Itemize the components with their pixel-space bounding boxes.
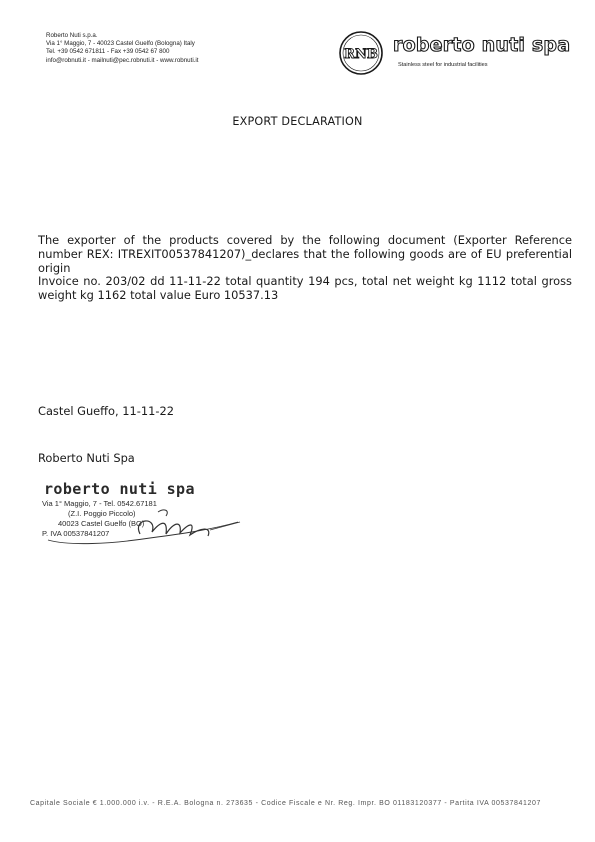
declaration-paragraph-invoice: Invoice no. 203/02 dd 11-11-22 total quantity 194 pcs, total net weight kg 1112 total gross weight kg 1162 total value Euro 10537.13 <box>38 274 572 303</box>
company-email-web: info@robnuti.it - mailnuti@pec.robnuti.it - www.robnuti.it <box>46 56 199 64</box>
brand-wordmark: roberto nuti spa <box>393 34 571 56</box>
company-phone-fax: Tel. +39 0542 671811 - Fax +39 0542 67 800 <box>46 48 170 56</box>
declaration-text <box>38 234 572 303</box>
company-logo-icon <box>338 30 384 76</box>
brand-tagline: Stainless steel for industrial facilities <box>398 62 488 68</box>
place-and-date: Castel Gueffo, 11-11-22 <box>38 404 174 418</box>
company-address-block <box>46 32 296 65</box>
declaration-paragraph-exporter: The exporter of the products covered by the following document (Exporter Reference number REX: ITREXIT00537841207)_declares that the following goods are of EU preferential origin <box>38 233 572 275</box>
stamp-address: Via 1° Maggio, 7 - Tel. 0542.67181 <box>42 499 157 508</box>
stamp-zone: (Z.I. Poggio Piccolo) <box>68 509 136 518</box>
stamp-city: 40023 Castel Guelfo (BO) <box>58 519 145 528</box>
document-title: EXPORT DECLARATION <box>232 115 363 128</box>
handwritten-signature <box>40 500 260 552</box>
company-name: Roberto Nuti s.p.a. <box>46 32 98 39</box>
legal-footer: Capitale Sociale € 1.000.000 i.v. - R.E.A. Bologna n. 273635 - Codice Fiscale e Nr. Reg. Impr. BO 01183120377 - Partita IVA 00537841207 <box>30 800 541 807</box>
stamp-vat: P. IVA 00537841207 <box>42 529 110 538</box>
logo-monogram: RNB <box>344 47 378 62</box>
signatory-company: Roberto Nuti Spa <box>38 451 135 465</box>
stamp-company-name: roberto nuti spa <box>44 480 195 498</box>
company-address: Via 1° Maggio, 7 - 40023 Castel Guelfo (Bologna) Italy <box>46 40 195 48</box>
